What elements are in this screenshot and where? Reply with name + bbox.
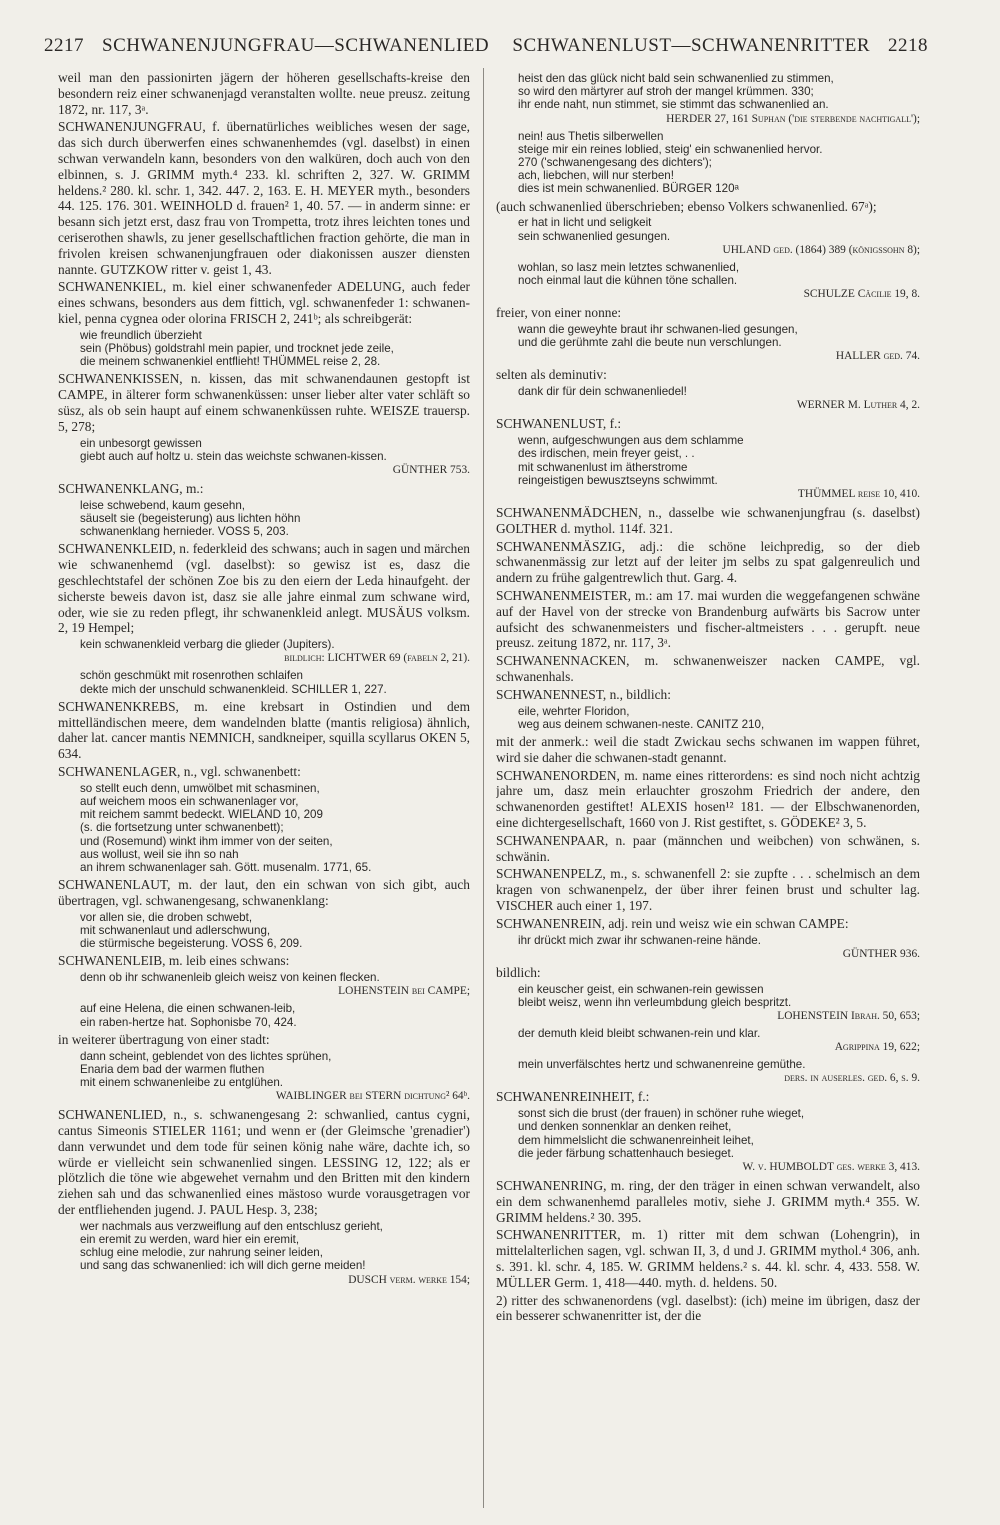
- source-citation: Agrippina 19, 622;: [834, 1041, 920, 1054]
- entry-paragraph: SCHWANENREINHEIT, f.:: [496, 1089, 650, 1105]
- verse-quotation: wer nachmals aus verzweiflung auf den entschlusz gerieht, ein eremit zu werden, ward hier ein eremit, schlug eine melodie, zur nahrung seiner leiden, und sang das schwanenlied: ich will dich gerne meiden!: [80, 1219, 383, 1273]
- verse-quotation: kein schwanenkleid verbarg die glieder (Jupiters).: [80, 638, 335, 652]
- entry-paragraph: SCHWANENREIN, adj. rein und weisz wie ein schwan CAMPE:: [496, 915, 849, 931]
- verse-quotation: vor allen sie, die droben schwebt, mit schwanenlaut und adlerschwung, die stürmische begeisterung. VOSS 6, 209.: [80, 910, 303, 951]
- source-citation: bildlich: LICHTWER 69 (fabeln 2, 21).: [284, 652, 470, 665]
- verse-quotation: denn ob ihr schwanenleib gleich weisz von keinen flecken.: [80, 971, 380, 985]
- source-citation: DUSCH verm. werke 154;: [348, 1273, 470, 1286]
- entry-paragraph: SCHWANENLEIB, m. leib eines schwans:: [58, 953, 290, 969]
- verse-quotation: ein unbesorgt gewissen giebt auch auf holtz u. stein das weichste schwanen-kissen.: [80, 436, 387, 463]
- entry-paragraph: SCHWANENNEST, n., bildlich:: [496, 686, 671, 702]
- entry-paragraph: SCHWANENPELZ, m., s. schwanenfell 2: sie zupfte . . . schelmisch an dem kragen von schwanenpelz, der über ihrer feinen brust und schulter lag. VISCHER auch einer 1, 197.: [496, 866, 920, 913]
- source-citation: HERDER 27, 161 Suphan ('die sterbende nachtigall');: [666, 112, 920, 125]
- source-citation: ders. in auserles. ged. 6, s. 9.: [784, 1072, 920, 1085]
- source-citation: WERNER M. Luther 4, 2.: [796, 399, 920, 412]
- source-citation: LOHENSTEIN Ibrah. 50, 653;: [777, 1009, 920, 1022]
- entry-paragraph: SCHWANENLUST, f.:: [496, 416, 622, 432]
- source-citation: UHLAND ged. (1864) 389 (königssohn 8);: [722, 243, 920, 256]
- entry-paragraph: SCHWANENLIED, n., s. schwanengesang 2: schwanlied, cantus cygni, cantus Simeonis STIELER 1161; und wenn er (der Gleimsche 'grenadier') dann verwundet und dem tode für seinen könig nahe wäre, dachte ich, so würde er vielleicht sein schwanenlied singen. LESSING 12, 122; als er plötzlich die töne wie abgewehet vernahm und den Britten mit den kindern ziehen sah und das schwanenlied eines mästoso wurde vorausgetragen vor der entfliehenden jugend. J. PAUL Hesp. 3, 238;: [58, 1107, 470, 1217]
- entry-paragraph: (auch schwanenlied überschrieben; ebenso Volkers schwanenlied. 67ᵃ);: [496, 198, 877, 214]
- entry-paragraph: SCHWANENLAGER, n., vgl. schwanenbett:: [58, 763, 301, 779]
- verse-quotation: wie freundlich überzieht sein (Phöbus) goldstrahl mein papier, und trocknet jede zeile, die meinem schwanenkiel entflieht! THÜMMEL reise 2, 28.: [80, 328, 394, 369]
- running-title-right: SCHWANENLUST—SCHWANENRITTER: [512, 35, 870, 56]
- source-citation: WAIBLINGER bei STERN dichtung² 64ᵇ.: [275, 1090, 470, 1103]
- entry-paragraph: SCHWANENLAUT, m. der laut, den ein schwan von sich gibt, auch übertragen, vgl. schwanengesang, schwanenklang:: [58, 877, 470, 908]
- verse-quotation: der demuth kleid bleibt schwanen-rein und klar.: [518, 1026, 761, 1040]
- running-title-left: SCHWANENJUNGFRAU—SCHWANENLIED: [102, 35, 490, 56]
- entry-paragraph: SCHWANENNACKEN, m. schwanenweiszer nacken CAMPE, vgl. schwanenhals.: [496, 653, 920, 685]
- verse-quotation: mein unverfälschtes hertz und schwanenreine gemüthe.: [518, 1058, 806, 1072]
- entry-paragraph: freier, von einer nonne:: [496, 305, 622, 321]
- column-divider: [483, 68, 484, 1508]
- verse-quotation: heist den das glück nicht bald sein schwanenlied zu stimmen, so wird den märtyrer auf stroh der mangel krümmen. 330; ihr ende naht, nun stimmet, sie stimmt das schwanenlied an.: [518, 72, 834, 112]
- entry-paragraph: SCHWANENMÄSZIG, adj.: die schöne leichpredig, so der dieb schwanenmässig zur letzt auf der leiter jm selbs zu spat galgenreulich und andern zu frühe galgentrewlich thut. Garg. 4.: [496, 538, 920, 586]
- source-citation: GÜNTHER 936.: [842, 947, 920, 960]
- source-citation: GÜNTHER 753.: [392, 463, 470, 476]
- verse-quotation: ihr drückt mich zwar ihr schwanen-reine hände.: [518, 933, 761, 947]
- verse-quotation: so stellt euch denn, umwölbet mit schasminen, auf weichem moos ein schwanenlager vor, mit reichem sammt bedeckt. WIELAND 10, 209 (s. die fortsetzung unter schwanenbett); und (Rosemund) winkt ihm immer von der seiten, aus wollust, weil sie ihn so nah an ihrem schwanenlager sah. Gött. musenalm. 1771, 65.: [80, 781, 372, 874]
- verse-quotation: wenn, aufgeschwungen aus dem schlamme des irdischen, mein freyer geist, . . mit schwanenlust im ätherstrome reingeistigen bewusztseyns schwimmt.: [518, 434, 744, 487]
- verse-quotation: er hat in licht und seligkeit sein schwanenlied gesungen.: [518, 216, 671, 243]
- entry-paragraph: SCHWANENMEISTER, m.: am 17. mai wurden die weggefangenen schwäne auf der Havel von der strecke von Brandenburg aufwärts bis Sacrow unter aufsicht des schwanenmeisters und fischer-altmeisters . . . gerupft. neue preusz. zeitung 1872, nr. 117, 3ᵃ.: [496, 588, 920, 651]
- entry-paragraph: weil man den passionirten jägern der höheren gesellschafts-kreise den besondern reiz einer schwanenjagd veranstalten wollte. neue preusz. zeitung 1872, nr. 117, 3ᵃ.: [58, 70, 470, 117]
- entry-paragraph: mit der anmerk.: weil die stadt Zwickau sechs schwanen im wappen führet, wird sie daher die schwanen-stadt genannt.: [496, 734, 920, 765]
- verse-quotation: leise schwebend, kaum gesehn, säuselt sie (begeisterung) aus lichten höhn schwanenklang hernieder. VOSS 5, 203.: [80, 498, 301, 539]
- page-number-left: 2217: [44, 35, 84, 56]
- page-header: [44, 34, 928, 58]
- verse-quotation: nein! aus Thetis silberwellen steige mir ein reines loblied, steig' ein schwanenlied hervor. 270 ('schwanengesang des dichters'); ach, liebchen, will nur sterben! dies ist mein schwanenlied. BÜRGER 120ᵃ: [518, 129, 823, 196]
- verse-quotation: dann scheint, geblendet von des lichtes sprühen, Enaria dem bad der warmen fluthen mit einem schwanenleibe zu entglühen.: [80, 1049, 332, 1089]
- entry-paragraph: selten als deminutiv:: [496, 367, 607, 383]
- entry-paragraph: SCHWANENORDEN, m. name eines ritterordens: es sind noch nicht achtzig jahre um, dasz mein erlauchter groszohm Friedrich der andere, den schwanenorden gestiftet! ALEXIS hosen¹² 181. — der Elbschwanenorden, eine dichtergesellschaft, 1660 von J. Rist gestiftet, s. GÖDEKE² 3, 5.: [496, 767, 920, 830]
- entry-paragraph: SCHWANENPAAR, n. paar (männchen und weibchen) von schwänen, s. schwänin.: [496, 832, 920, 864]
- header-right: [512, 35, 928, 57]
- left-column: [58, 70, 470, 1510]
- entry-paragraph: SCHWANENKIEL, m. kiel einer schwanenfeder ADELUNG, auch feder eines schwans, besonders aus dem fittich, vgl. schwanenfeder 1: schwanen-kiel, penna cygnea oder olorina FRISCH 2, 241ᵇ; als schreibgerät:: [58, 279, 470, 326]
- entry-paragraph: SCHWANENRING, m. ring, der den träger in einen schwan verwandelt, also ein dem schwanenhemd paralleles motiv, siehe J. GRIMM myth.⁴ 355. W. GRIMM heldens.² 30. 395.: [496, 1178, 920, 1225]
- entry-paragraph: SCHWANENJUNGFRAU, f. übernatürliches weibliches wesen der sage, das sich durch überwerfen eines schwanenhemdes (vgl. daselbst) in einen schwan verwandeln kann, besonders von den walküren, doch auch von den elbinnen, s. J. GRIMM myth.⁴ 233. kl. schriften 2, 327. W. GRIMM heldens.² 280. kl. schr. 1, 342. 447. 2, 163. E. H. MEYER myth., besonders 44. 125. 176. 301. WEINHOLD d. frauen² 1, 40. 57. — in anderm sinne: er besann sich jetzt erst, dasz frau von Trompetta, trotz ihres leichten tones und ceriserothen shawls, zu jener gesellschaftlichen fraction gehörte, die man in frivolen kreisen schwanenjungfrauen oder diakonissen auszer diensten nannte. GUTZKOW ritter v. geist 1, 43.: [58, 119, 470, 277]
- verse-quotation: wohlan, so lasz mein letztes schwanenlied, noch einmal laut die kühnen töne schallen.: [518, 260, 740, 288]
- entry-paragraph: SCHWANENKREBS, m. eine krebsart in Ostindien und dem mittelländischen meere, dem wandelnden blatte (mantis religiosa) ähnlich, daher lat. cancer mantis NEMNICH, sandkneiper, squilla scyllarus OKEN 5, 634.: [58, 698, 470, 762]
- verse-quotation: auf eine Helena, die einen schwanen-leib, ein raben-hertze hat. Sophonisbe 70, 424.: [80, 1002, 297, 1029]
- entry-paragraph: SCHWANENKISSEN, n. kissen, das mit schwanendaunen gestopft ist CAMPE, in älterer form schwanenküssen: unser lieber alter vater schläft so süsz, als ob sein haupt auf einem schwanenküssen ruhte. WEISZE trauersp. 5, 278;: [58, 371, 470, 434]
- verse-quotation: schön geschmükt mit rosenrothen schlaifen dekte mich der unschuld schwanenkleid. SCHILLER 1, 227.: [80, 669, 387, 696]
- verse-quotation: sonst sich die brust (der frauen) in schöner ruhe wieget, und denken sonnenklar an denken reihet, dem himmelslicht die schwanenreinheit leihet, die jeder färbung schattenhauch besieget.: [518, 1107, 805, 1160]
- source-citation: THÜMMEL reise 10, 410.: [797, 488, 920, 501]
- source-citation: LOHENSTEIN bei CAMPE;: [338, 985, 470, 998]
- verse-quotation: wann die geweyhte braut ihr schwanen-lied gesungen, und die gerühmte zahl die beute nun verschlungen.: [518, 323, 798, 350]
- entry-paragraph: SCHWANENMÄDCHEN, n., dasselbe wie schwanenjungfrau (s. daselbst) GOLTHER d. mythol. 114f. 321.: [496, 505, 920, 536]
- verse-quotation: ein keuscher geist, ein schwanen-rein gewissen bleibt weisz, wenn ihn verleumbdung gleich bespritzt.: [518, 982, 792, 1009]
- entry-paragraph: SCHWANENRITTER, m. 1) ritter mit dem schwan (Lohengrin), in mittelalterlichen sagen, vgl. schwan II, 3, d und J. GRIMM mythol.⁴ 306, anh. s. 391. kl. schr. 4, 185. W. GRIMM heldens.² s. 44. kl. schr. 4, 433. 558. W. MÜLLER Germ. 1, 418—440. myth. d. heldens. 50.: [496, 1227, 920, 1290]
- entry-paragraph: 2) ritter des schwanenordens (vgl. daselbst): (ich) meine im übrigen, dasz der ein besserer schwanenritter ist, der die: [496, 1292, 920, 1324]
- verse-quotation: dank dir für dein schwanenliedel!: [518, 385, 687, 399]
- entry-paragraph: in weiterer übertragung von einer stadt:: [58, 1031, 270, 1047]
- source-citation: HALLER ged. 74.: [835, 350, 920, 363]
- entry-paragraph: bildlich:: [496, 964, 541, 980]
- right-column: [496, 70, 920, 1510]
- source-citation: SCHULZE Cäcilie 19, 8.: [803, 288, 920, 301]
- entry-paragraph: SCHWANENKLANG, m.:: [58, 480, 204, 496]
- header-left: [44, 35, 489, 57]
- verse-quotation: eile, wehrter Floridon, weg aus deinem schwanen-neste. CANITZ 210,: [518, 704, 765, 731]
- page-number-right: 2218: [888, 35, 928, 56]
- source-citation: W. v. HUMBOLDT ges. werke 3, 413.: [742, 1161, 920, 1173]
- entry-paragraph: SCHWANENKLEID, n. federkleid des schwans; auch in sagen und märchen wie schwanenhemd (vgl. daselbst): so gewisz ist es, dasz die geschlechtstafel der schönen Zoe bis zu den eiern der Leda hinaufgeht. der sicherste beweis davon ist, dasz sie alle jahre einmal zum schwane wird, oder, wie sie zu reden pflegt, ihr schwanenkleid anlegt. MUSÄUS volksm. 2, 19 Hempel;: [58, 541, 470, 636]
